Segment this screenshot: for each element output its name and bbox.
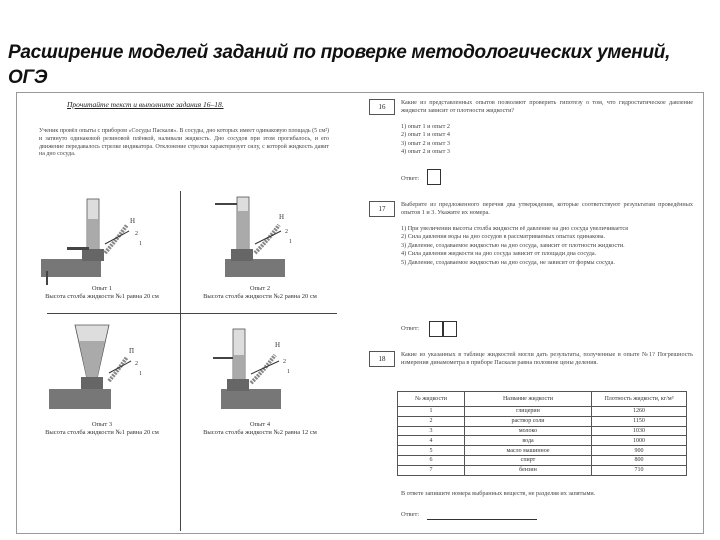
cell-density: 1260 bbox=[592, 407, 687, 417]
mark-1: 1 bbox=[139, 241, 142, 247]
mark-h: Н bbox=[279, 213, 285, 221]
task-sheet bbox=[16, 92, 704, 534]
column-header: Название жидкости bbox=[465, 392, 592, 407]
mark-2: 2 bbox=[285, 229, 288, 235]
cell-number: 2 bbox=[398, 416, 465, 426]
option[interactable]: 4) опыт 2 и опыт 3 bbox=[401, 148, 450, 156]
mark-2: 2 bbox=[135, 231, 138, 237]
mark-1: 1 bbox=[289, 239, 292, 245]
mark-1: 1 bbox=[287, 369, 290, 375]
option[interactable]: 1) опыт 1 и опыт 2 bbox=[401, 123, 450, 130]
mark-2: 2 bbox=[135, 361, 138, 367]
question-16-options bbox=[401, 123, 601, 157]
cell-density: 1000 bbox=[592, 436, 687, 446]
liquids-table bbox=[397, 391, 687, 476]
slide-title: Расширение моделей заданий по проверке методологических умений, ОГЭ bbox=[8, 42, 671, 88]
table-header-row bbox=[398, 392, 687, 407]
column-header: Плотность жидкости, кг/м³ bbox=[592, 392, 687, 407]
option[interactable]: 3) Давление, создаваемое жидкостью на дно сосуда, зависит от плотности жидкости. bbox=[401, 241, 625, 249]
question-18-text: Какие из указанных в таблице жидкостей могли дать результаты, полученные в опыте №1? Погрешность измерения динамометра в приборе Паскаля равна половине цены деления. bbox=[401, 351, 693, 366]
cell-number: 5 bbox=[398, 446, 465, 456]
cell-liquid: раствор соли bbox=[465, 416, 592, 426]
option[interactable]: 3) опыт 2 и опыт 3 bbox=[401, 139, 450, 147]
cell-density: 1150 bbox=[592, 416, 687, 426]
mark-2: 2 bbox=[283, 359, 286, 365]
question-17-number: 17 bbox=[369, 201, 395, 217]
question-17-answer-label: Ответ: bbox=[401, 325, 420, 332]
cell-liquid: глицерин bbox=[465, 407, 592, 417]
cell-density: 800 bbox=[592, 455, 687, 465]
experiment-caption: Высота столба жидкости №2 равна 20 см bbox=[203, 293, 317, 300]
option[interactable]: 4) Сила давления жидкости на дно сосуда зависит от площади дна сосуда. bbox=[401, 250, 597, 258]
experiment-caption: Высота столба жидкости №1 равна 20 см bbox=[45, 429, 159, 436]
cell-liquid: вода bbox=[465, 436, 592, 446]
experiment-caption: Высота столба жидкости №2 равна 12 см bbox=[203, 429, 317, 436]
question-18-number: 18 bbox=[369, 351, 395, 367]
option[interactable]: 1) При увеличении высоты столба жидкости её давление на дно сосуда увеличивается bbox=[401, 225, 629, 232]
question-18-footer: В ответе запишите номера выбранных веществ, не разделяя их запятыми. bbox=[401, 490, 596, 497]
option[interactable]: 2) Сила давления воды на дно сосудов в рассматриваемых опытах одинакова. bbox=[401, 233, 606, 241]
mark-1: 1 bbox=[139, 371, 142, 377]
question-18-answer-line[interactable] bbox=[427, 519, 537, 520]
cell-number: 3 bbox=[398, 426, 465, 436]
vertical-divider bbox=[180, 191, 181, 531]
table-row bbox=[398, 455, 687, 465]
column-header: № жидкости bbox=[398, 392, 465, 407]
cell-liquid: масло машинное bbox=[465, 446, 592, 456]
question-17-answer-box-1[interactable] bbox=[429, 321, 443, 337]
question-18-answer-label: Ответ: bbox=[401, 511, 420, 518]
question-17-options bbox=[401, 225, 693, 267]
pascal-vessel-illustration bbox=[27, 319, 177, 415]
mark-p: П bbox=[129, 347, 135, 355]
table-row bbox=[398, 416, 687, 426]
experiment-title: Опыт 2 bbox=[249, 285, 271, 292]
experiment-3 bbox=[27, 319, 177, 443]
experiment-caption: Высота столба жидкости №1 равна 20 см bbox=[45, 293, 159, 300]
cell-liquid: спирт bbox=[465, 455, 592, 465]
horizontal-divider bbox=[47, 313, 337, 314]
cell-liquid: бензин bbox=[465, 465, 592, 475]
table-row bbox=[398, 465, 687, 475]
experiment-description: Ученик провёл опыты с прибором «Сосуды Паскаля». В сосуды, дно которых имеет одинаковую площадь (5 см²) и затянуто одинаковой резиновой плёнкой, наливали жидкость. Дно сосудов при этом прогибалось, и его движение передавалось стрелке индикатора. Отклонение стрелки характеризует силу, с которой жидкость давит на дно сосуда. bbox=[39, 128, 329, 158]
experiment-2 bbox=[185, 189, 335, 311]
table-row bbox=[398, 407, 687, 417]
question-16-answer-label: Ответ: bbox=[401, 175, 420, 182]
reading-instruction: Прочитайте текст и выполните задания 16–18. bbox=[67, 100, 224, 109]
pascal-vessel-illustration bbox=[27, 189, 177, 285]
experiment-title: Опыт 3 bbox=[91, 421, 113, 428]
cell-number: 4 bbox=[398, 436, 465, 446]
experiment-title: Опыт 1 bbox=[91, 285, 113, 292]
question-17-text: Выберите из предложенного перечня два утверждения, которые соответствуют результатам проведённых опытов 1 и 3. Укажите их номера. bbox=[401, 201, 693, 216]
pascal-vessel-illustration bbox=[185, 319, 335, 415]
pascal-vessel-illustration bbox=[185, 189, 335, 285]
mark-h: Н bbox=[275, 341, 281, 349]
cell-density: 1030 bbox=[592, 426, 687, 436]
table-row bbox=[398, 446, 687, 456]
option[interactable]: 2) опыт 1 и опыт 4 bbox=[401, 131, 450, 139]
cell-number: 1 bbox=[398, 407, 465, 417]
question-16-answer-box[interactable] bbox=[427, 169, 441, 185]
experiment-title: Опыт 4 bbox=[249, 421, 271, 428]
question-17-answer-box-2[interactable] bbox=[443, 321, 457, 337]
cell-liquid: молоко bbox=[465, 426, 592, 436]
cell-number: 7 bbox=[398, 465, 465, 475]
table-row bbox=[398, 436, 687, 446]
question-16-number: 16 bbox=[369, 99, 395, 115]
experiment-4 bbox=[185, 319, 335, 443]
cell-density: 900 bbox=[592, 446, 687, 456]
table-row bbox=[398, 426, 687, 436]
experiment-1 bbox=[27, 189, 177, 311]
option[interactable]: 5) Давление, создаваемое жидкостью на дно сосуда, не зависит от формы сосуда. bbox=[401, 258, 615, 266]
cell-density: 710 bbox=[592, 465, 687, 475]
question-16-text: Какие из представленных опытов позволяют проверить гипотезу о том, что гидростатическое давление жидкости зависит от плотности жидкости? bbox=[401, 99, 693, 114]
cell-number: 6 bbox=[398, 455, 465, 465]
mark-h: Н bbox=[130, 217, 136, 225]
